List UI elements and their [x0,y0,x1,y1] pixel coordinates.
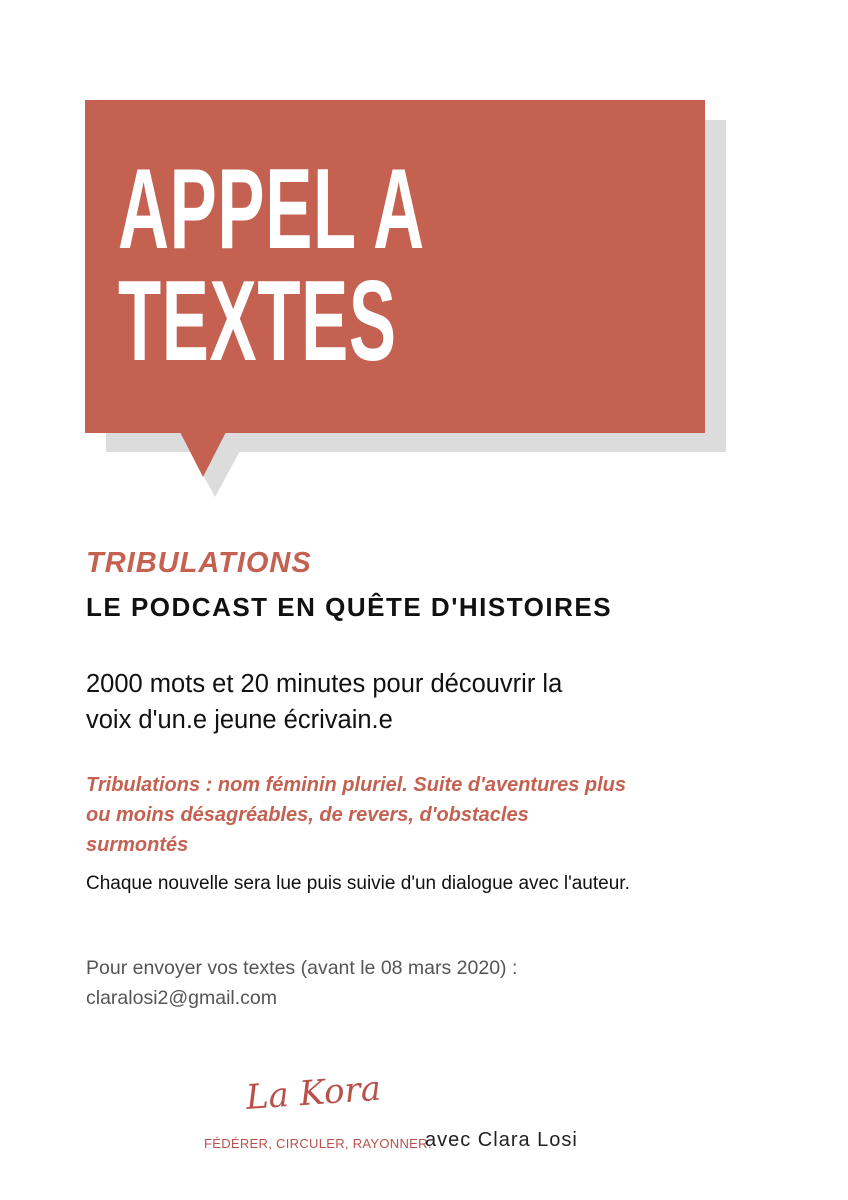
credit-text: avec Clara Losi [425,1129,578,1151]
intro-text [86,666,766,738]
format-note: Chaque nouvelle sera lue puis suivie d'un dialogue avec l'auteur. [86,873,630,894]
definition-line-2: ou moins désagréables, de revers, d'obstacles [86,804,529,826]
logo-tagline: FÉDÉRER, CIRCULER, RAYONNER. [204,1136,432,1151]
speech-bubble-tail [180,432,226,477]
intro-line-1: 2000 mots et 20 minutes pour découvrir la [86,670,563,698]
definition-line-3: surmontés [86,834,189,856]
la-kora-logo: La Kora [244,1068,383,1118]
contact-block [86,953,517,1013]
podcast-name: TRIBULATIONS [86,547,312,579]
definition-text [86,770,766,860]
intro-line-2: voix d'un.e jeune écrivain.e [86,706,393,734]
headline-line-1: APPEL A [118,146,425,273]
podcast-subtitle: LE PODCAST EN QUÊTE D'HISTOIRES [86,592,613,622]
submission-instructions: Pour envoyer vos textes (avant le 08 mars 2020) : [86,957,518,979]
definition-line-1: Tribulations : nom féminin pluriel. Suite d'aventures plus [86,774,627,796]
contact-email[interactable]: claralosi2@gmail.com [86,987,278,1009]
headline-line-2: TEXTES [118,258,397,385]
headline [118,146,425,385]
